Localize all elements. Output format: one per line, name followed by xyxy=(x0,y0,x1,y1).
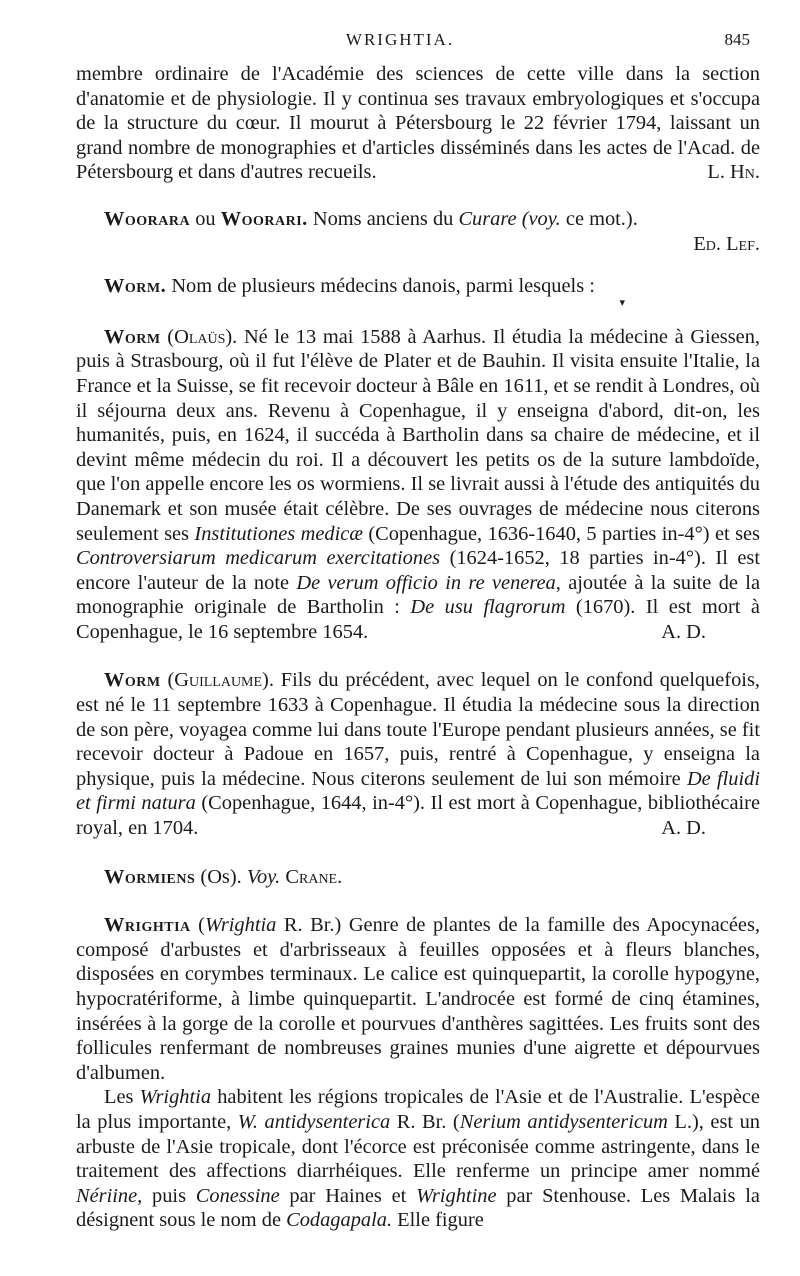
author-signature: Ed. Lef. xyxy=(693,232,760,255)
entry-text: Fils du précédent, avec lequel on le confond quelquefois, est né le 11 septembre 1633 à Copenhague. Il étudia la médecine sous la direction de son père, voyagea comme lui dans toute l'Europe pendant plusieurs années, se fit recevoir docteur à Padoue en 1657, puis, rentré à Copenhague, y enseigna la physique, puis la médecine. Nous citerons seulement de lui son mémoire xyxy=(76,669,760,790)
entry-worm-intro xyxy=(76,274,760,299)
subentry-name: Worm xyxy=(104,669,161,692)
entry-text: (Copenhague, 1636-1640, 5 parties in-4°) et ses xyxy=(368,522,760,545)
species-name: Nerium antidysentericum xyxy=(459,1110,668,1133)
entry-worm-olaus xyxy=(76,325,760,645)
author-signature: A. D. xyxy=(661,817,706,840)
entry-woorara xyxy=(76,207,760,232)
compound-name: Nériine, xyxy=(76,1184,143,1207)
subentry-name: Worm xyxy=(104,325,161,348)
crossref-curare: Curare xyxy=(458,207,517,230)
headword-wormiens: Wormiens xyxy=(104,865,196,888)
page-number: 845 xyxy=(724,30,750,49)
entry-text: habitent les régions tropicales de l'Asie et de l'Australie. L'espèce la plus importante, xyxy=(76,1086,760,1133)
work-title: Institutiones medicæ xyxy=(194,522,363,545)
subentry-first-name: (Olaüs). xyxy=(167,325,238,348)
running-header xyxy=(0,26,800,56)
entry-text: Elle figure xyxy=(397,1209,484,1232)
entry-text: par Haines et xyxy=(289,1184,407,1207)
stray-mark: ▾ xyxy=(619,296,625,309)
entry-text: Les xyxy=(104,1086,134,1109)
voy-label: Voy. xyxy=(246,865,281,888)
genus-name: Wrightia xyxy=(204,914,277,937)
entry-wrightia xyxy=(76,913,760,1085)
local-name: Codagapala. xyxy=(286,1209,393,1232)
work-title: Controversiarum medicarum exercitationes xyxy=(76,547,441,570)
entry-text: ce mot.). xyxy=(565,207,638,230)
entry-text: (1624-1652, 18 parties in-4°). Il est encore l'auteur de la note xyxy=(76,547,761,594)
crossref-crane: Crane. xyxy=(285,865,343,888)
work-title: De usu flagrorum xyxy=(410,596,566,619)
continuation-text: membre ordinaire de l'Académie des sciences de cette ville dans la section d'anatomie et de physiologie. Il y continua ses travaux embryologiques et s'occupa de la structure du cœur. Il mourut à Pétersbourg le 22 février 1794, laissant un grand nombre de monographies et d'articles disséminés dans les actes de l'Acad. de Pétersbourg et dans d'autres recueils. xyxy=(76,63,760,184)
entry-worm-guillaume xyxy=(76,668,760,840)
subentry-first-name: (Guillaume). xyxy=(167,669,274,692)
entry-continuation xyxy=(76,62,760,185)
genus-name: Wrightia xyxy=(139,1086,212,1109)
compound-name: Conessine xyxy=(195,1184,280,1207)
entry-text: Né le 13 mai 1588 à Aarhus. Il étudia la médecine à Giessen, puis à Strasbourg, où il fut l'élève de Plater et de Bauhin. Il visita ensuite l'Italie, la France et la Suisse, se fit recevoir docteur à Bâle en 1611, et se rendit à Londres, où il séjourna deux ans. Revenu à Copenhague, il y enseigna d'abord, dit-on, les humanités, puis, en 1624, il succéda à Bartholin dans sa chaire de médecine, et il devint même médecin du roi. Il a découvert les petits os de la suture lambdoïde, que l'on appelle encore les os wormiens. Il se livrait aussi à l'étude des antiquités du Danemark et son musée était célèbre. De ses ouvrages de médecine nous citerons seulement ses xyxy=(76,325,760,545)
headword-worm: Worm. xyxy=(104,275,167,298)
entry-text: (Os). xyxy=(200,865,242,888)
work-title: De fluidi et firmi natura xyxy=(76,767,760,815)
entry-text: par Stenhouse. Les Malais la désignent sous le nom de xyxy=(76,1184,760,1232)
entry-wrightia-paragraph-2 xyxy=(76,1085,760,1233)
author-signature: L. Hn. xyxy=(707,161,760,184)
entry-text: puis xyxy=(152,1184,187,1207)
conjunction: ou xyxy=(195,207,216,230)
entry-text: ajoutée à la suite de la monographie originale de Bartholin : xyxy=(76,571,760,619)
headword-woorari: Woorari. xyxy=(220,207,308,230)
work-title: De verum officio in re venerea, xyxy=(296,571,561,594)
headword-woorara: Woorara xyxy=(104,207,191,230)
entry-text: R. Br. ( xyxy=(396,1110,460,1133)
text-column xyxy=(76,62,760,1233)
entry-wormiens xyxy=(76,865,760,890)
headword-wrightia: Wrightia xyxy=(104,914,191,937)
entry-text: Noms anciens du xyxy=(312,207,454,230)
entry-text: Nom de plusieurs médecins danois, parmi lesquels : xyxy=(171,275,595,298)
compound-name: Wrightine xyxy=(416,1184,497,1207)
running-title: WRIGHTIA. xyxy=(345,30,455,49)
species-name: W. antidysenterica xyxy=(237,1110,391,1133)
entry-text: (1670). Il est mort à Copenhague, le 16 septembre 1654. xyxy=(76,596,760,643)
author-signature: A. D. xyxy=(661,620,706,643)
entry-text: R. Br.) Genre de plantes de la famille des Apocynacées, composé d'arbustes et d'arbrisseaux à feuilles opposées et à fleurs blanches, disposées en corymbes terminaux. Le calice est quinquepartit, la corolle hypogyne, hypocratériforme, à limbe quinquepartit. L'androcée est formé de cinq étamines, insérées à la gorge de la corolle et pourvues d'anthères sagittées. Les fruits sont des follicules renfermant de nombreuses graines munies d'une aigrette et dépourvues d'albumen. xyxy=(76,914,760,1084)
entry-text: (Copenhague, 1644, in-4°). Il est mort à Copenhague, bibliothécaire royal, en 1704. xyxy=(76,792,760,840)
paren: ( xyxy=(198,914,205,937)
voy-label: (voy. xyxy=(521,207,561,230)
entry-text: L.), est un arbuste de l'Asie tropicale, dont l'écorce est préconisée comme astringente, dans le traitement des affections diarrhéiques. Elle renferme un principe amer nommé xyxy=(76,1110,760,1183)
